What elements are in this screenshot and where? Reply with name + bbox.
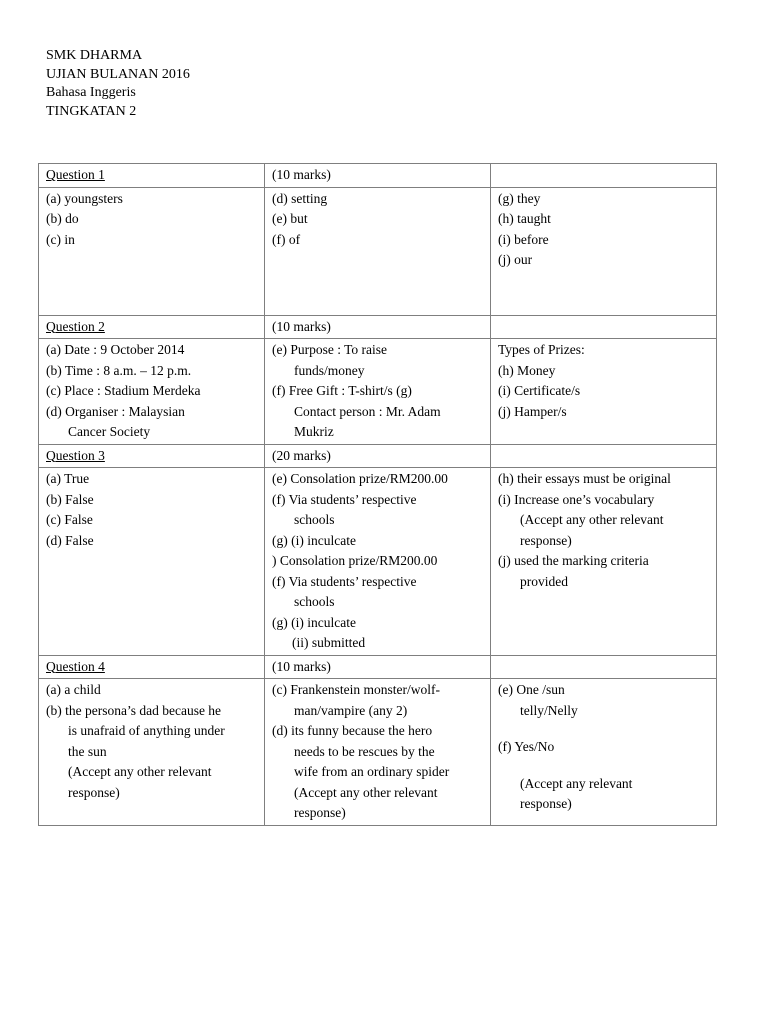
answer-line: funds/money <box>294 362 365 378</box>
answer-line: (c) in <box>46 231 75 247</box>
question-4-empty-cell <box>491 655 717 679</box>
answer-line: (e) One /sun <box>498 682 565 697</box>
answer-line: needs to be rescues by the <box>294 743 435 759</box>
question-1-empty-cell <box>491 164 717 188</box>
answer-line: (f) Free Gift : T-shirt/s (g) <box>272 383 412 398</box>
answer-line: response) <box>294 805 346 820</box>
answer-line: response) <box>68 784 120 800</box>
answer-line: (c) Frankenstein monster/wolf- <box>272 682 440 697</box>
form-level: TINGKATAN 2 <box>46 103 137 119</box>
answer-line: (a) a child <box>46 682 101 697</box>
answer-line: response) <box>520 796 572 811</box>
answer-line: telly/Nelly <box>520 702 578 718</box>
answer-line: (h) taught <box>498 211 551 226</box>
question-3-answers-row <box>39 468 717 656</box>
document-header <box>46 47 190 121</box>
answer-line: (a) youngsters <box>46 190 123 206</box>
answer-line: (c) False <box>46 512 93 527</box>
answer-line: (d) setting <box>272 190 328 206</box>
spacer <box>498 758 709 774</box>
answer-line: (a) True <box>46 471 90 486</box>
question-4-col3 <box>491 679 717 826</box>
question-2-header-row <box>39 315 717 339</box>
exam-title: UJIAN BULANAN 2016 <box>46 66 190 82</box>
question-2-title: Question 2 <box>39 315 265 339</box>
answer-line: (f) of <box>272 231 301 247</box>
question-3-marks: (20 marks) <box>265 444 491 468</box>
question-1-col2 <box>265 187 491 315</box>
question-4-col1 <box>39 679 265 826</box>
question-1-col3 <box>491 187 717 315</box>
question-4-marks: (10 marks) <box>265 655 491 679</box>
question-1-answers-row <box>39 187 717 315</box>
answer-line: (g) (i) inculcate <box>272 614 356 630</box>
question-2-empty-cell <box>491 315 717 339</box>
answer-line: (e) but <box>272 211 308 226</box>
question-1-marks: (10 marks) <box>265 164 491 188</box>
answer-line: Types of Prizes: <box>498 342 585 357</box>
answer-line: (Accept any relevant <box>520 775 633 791</box>
answer-line: (a) Date : 9 October 2014 <box>46 342 185 357</box>
answer-line: wife from an ordinary spider <box>294 764 450 779</box>
answer-line: provided <box>520 573 568 589</box>
answer-line: (i) Certificate/s <box>498 383 581 398</box>
answer-line: (d) False <box>46 532 94 548</box>
answer-line: (Accept any other relevant <box>520 512 664 527</box>
question-2-marks: (10 marks) <box>265 315 491 339</box>
answer-line: (j) our <box>498 252 533 267</box>
answer-line: response) <box>520 532 572 548</box>
question-3-title: Question 3 <box>39 444 265 468</box>
answer-line: Mukriz <box>294 424 334 439</box>
answer-line: (g) they <box>498 190 541 206</box>
answer-line: (b) False <box>46 491 94 507</box>
question-4-title: Question 4 <box>39 655 265 679</box>
question-1-col1 <box>39 187 265 315</box>
question-4-answers-row <box>39 679 717 826</box>
question-4-col2 <box>265 679 491 826</box>
answer-line: (j) Hamper/s <box>498 403 567 419</box>
question-3-empty-cell <box>491 444 717 468</box>
question-2-answers-row <box>39 339 717 445</box>
question-3-col2 <box>265 468 491 656</box>
answer-line: schools <box>294 512 335 527</box>
answer-line: is unafraid of anything under <box>68 723 225 738</box>
answer-line: Contact person : Mr. Adam <box>294 403 441 419</box>
question-3-col3 <box>491 468 717 656</box>
answer-line: (e) Consolation prize/RM200.00 <box>272 471 448 486</box>
question-3-col1 <box>39 468 265 656</box>
question-3-header-row <box>39 444 717 468</box>
answer-line: (d) its funny because the hero <box>272 723 433 738</box>
answer-line: (e) Purpose : To raise <box>272 342 388 357</box>
answer-line: (ii) submitted <box>292 635 366 650</box>
answer-line: Cancer Society <box>68 424 151 439</box>
answer-line: (f) Yes/No <box>498 739 555 754</box>
answer-line: (Accept any other relevant <box>68 764 212 779</box>
answer-line: (g) (i) inculcate <box>272 532 356 548</box>
answer-line: man/vampire (any 2) <box>294 702 408 718</box>
answer-line: (i) before <box>498 231 549 247</box>
answer-line: the sun <box>68 743 107 759</box>
spacer <box>498 721 709 737</box>
question-2-col3 <box>491 339 717 445</box>
answer-line: (b) the persona’s dad because he <box>46 702 222 718</box>
answer-line: (Accept any other relevant <box>294 784 438 800</box>
question-4-header-row <box>39 655 717 679</box>
answer-line: (i) Increase one’s vocabulary <box>498 491 655 507</box>
question-2-col2 <box>265 339 491 445</box>
answer-line: (c) Place : Stadium Merdeka <box>46 383 201 398</box>
answer-line: (f) Via students’ respective <box>272 573 417 589</box>
answer-line: (b) Time : 8 a.m. – 12 p.m. <box>46 362 192 378</box>
answer-table <box>38 163 717 826</box>
answer-line: (b) do <box>46 211 79 226</box>
subject-name: Bahasa Inggeris <box>46 85 136 100</box>
answer-line: (h) Money <box>498 362 556 378</box>
answer-line: (d) Organiser : Malaysian <box>46 403 185 419</box>
answer-line: (j) used the marking criteria <box>498 553 649 568</box>
answer-line: ) Consolation prize/RM200.00 <box>272 553 438 568</box>
answer-line: (f) Via students’ respective <box>272 491 417 507</box>
question-1-title: Question 1 <box>39 164 265 188</box>
answer-line: (h) their essays must be original <box>498 471 671 486</box>
question-2-col1 <box>39 339 265 445</box>
question-1-header-row <box>39 164 717 188</box>
answer-line: schools <box>294 594 335 609</box>
school-name: SMK DHARMA <box>46 48 143 63</box>
